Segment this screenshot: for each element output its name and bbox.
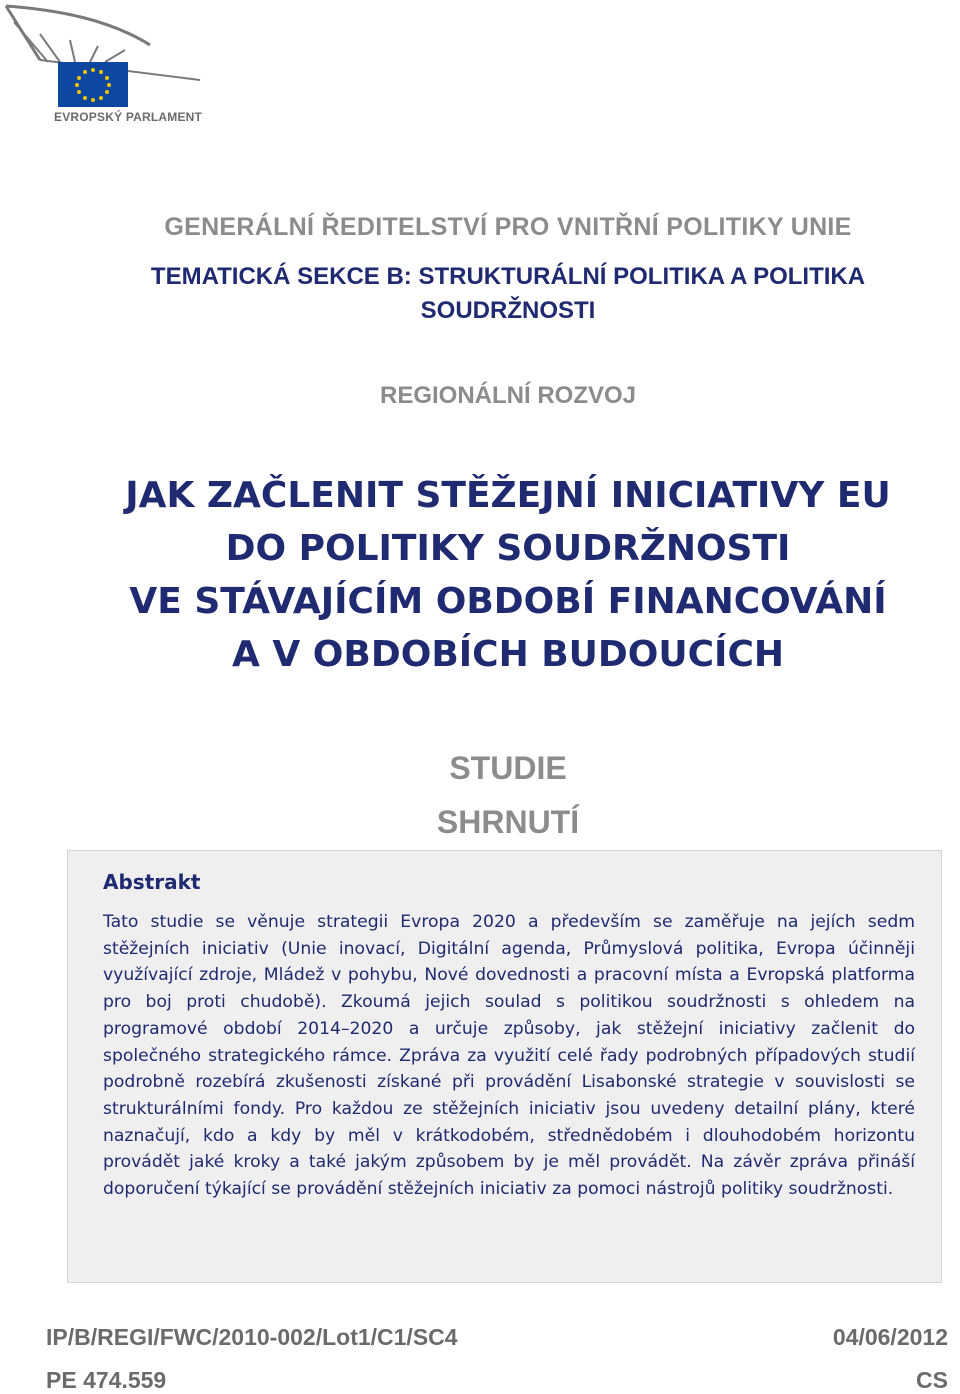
- logo-caption: EVROPSKÝ PARLAMENT: [54, 110, 203, 124]
- document-title-line-2: DO POLITIKY SOUDRŽNOSTI: [225, 528, 791, 569]
- document-date: 04/06/2012: [832, 1324, 948, 1350]
- document-title: [0, 469, 960, 681]
- language-code: CS: [916, 1367, 948, 1393]
- document-type-study: STUDIE: [449, 750, 567, 786]
- european-parliament-logo: [0, 0, 220, 130]
- abstract-box: [67, 850, 942, 1283]
- document-type: [0, 741, 960, 849]
- document-type-summary: SHRNUTÍ: [436, 804, 580, 840]
- document-title-line-1: JAK ZAČLENIT STĚŽEJNÍ INICIATIVY EU: [125, 475, 891, 516]
- abstract-heading: Abstrakt: [103, 870, 201, 894]
- document-reference: IP/B/REGI/FWC/2010-002/Lot1/C1/SC4: [46, 1324, 458, 1350]
- abstract-text: Tato studie se věnuje strategii Evropa 2020 a především se zaměřuje na jejích sedm stěžejních iniciativ (Unie inovací, Digitální agenda, Průmyslová politika, Evropa účinněji využívající zdroje, Mládež v pohybu, Nové dovednosti a pracovní místa a Evropská platforma pro boj proti chudobě). Zkoumá jejich soulad s politikou soudržnosti s ohledem na programové období 2014–2020 a určuje způsoby, jak stěžejní iniciativy začlenit do společného strategického rámce. Zpráva za využití celé řady podrobných případových studií podrobně rozebírá zkušenosti získané při provádění Lisabonské strategie v souvislosti se strukturálními fondy. Pro každou ze stěžejních iniciativ jsou uvedeny detailní plány, které naznačují, kdo a kdy by měl v krátkodobém, střednědobém i dlouhodobém horizontu provádět jaké kroky a také jakým způsobem by je měl provádět. Na závěr zpráva přináší doporučení týkající se provádění stěžejních iniciativ za pomoci nástrojů politiky soudržnosti.: [103, 912, 915, 1200]
- document-title-line-3: VE STÁVAJÍCÍM OBDOBÍ FINANCOVÁNÍ: [129, 581, 887, 622]
- pe-number: PE 474.559: [46, 1367, 167, 1393]
- policy-department: [0, 260, 960, 328]
- subject-area: REGIONÁLNÍ ROZVOJ: [379, 382, 637, 409]
- directorate-general: GENERÁLNÍ ŘEDITELSTVÍ PRO VNITŘNÍ POLITIKY UNIE: [164, 213, 852, 241]
- policy-department-line-2: SOUDRŽNOSTI: [420, 297, 596, 324]
- policy-department-line-1: TEMATICKÁ SEKCE B: STRUKTURÁLNÍ POLITIKA A POLITIKA: [150, 263, 866, 290]
- document-title-line-4: A V OBDOBÍCH BUDOUCÍCH: [232, 634, 784, 675]
